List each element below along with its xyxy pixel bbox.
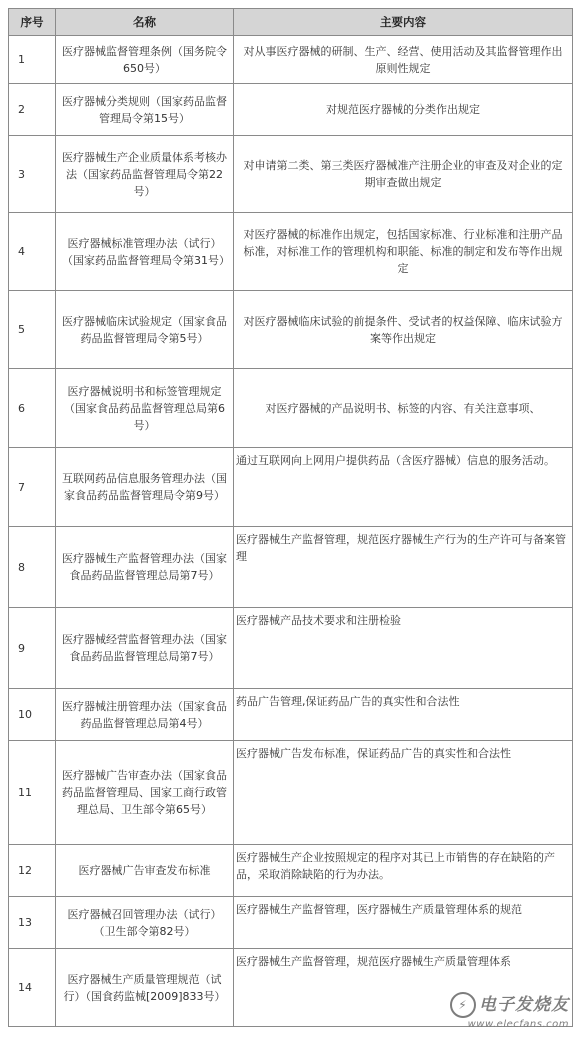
row-content: 医疗器械生产监督管理，规范医疗器械生产质量管理体系 — [234, 949, 573, 1027]
table-row — [9, 845, 573, 897]
header-content: 主要内容 — [234, 9, 573, 36]
row-content: 药品广告管理,保证药品广告的真实性和合法性 — [234, 689, 573, 741]
row-number: 4 — [9, 213, 56, 291]
row-number: 1 — [9, 36, 56, 84]
row-name: 医疗器械监督管理条例（国务院令650号） — [56, 36, 234, 84]
table-row — [9, 608, 573, 689]
row-content: 对医疗器械的产品说明书、标签的内容、有关注意事项、 — [234, 369, 573, 448]
watermark — [450, 990, 569, 1030]
row-number: 7 — [9, 448, 56, 527]
logo-circle-icon: ⚡ — [450, 992, 476, 1018]
row-name: 医疗器械生产监督管理办法（国家食品药品监督管理总局第7号） — [56, 527, 234, 608]
table-row — [9, 213, 573, 291]
row-name: 医疗器械标准管理办法（试行）（国家药品监督管理局令第31号） — [56, 213, 234, 291]
row-number: 9 — [9, 608, 56, 689]
row-content: 医疗器械产品技术要求和注册检验 — [234, 608, 573, 689]
table-row — [9, 136, 573, 213]
row-name: 医疗器械注册管理办法（国家食品药品监督管理总局第4号） — [56, 689, 234, 741]
row-name: 医疗器械广告审查办法（国家食品药品监督管理局、国家工商行政管理总局、卫生部令第65号） — [56, 741, 234, 845]
row-content: 医疗器械生产监督管理，规范医疗器械生产行为的生产许可与备案管理 — [234, 527, 573, 608]
row-number: 3 — [9, 136, 56, 213]
row-content: 对申请第二类、第三类医疗器械准产注册企业的审查及对企业的定期审查做出规定 — [234, 136, 573, 213]
row-number: 11 — [9, 741, 56, 845]
row-number: 2 — [9, 84, 56, 136]
row-name: 医疗器械召回管理办法（试行）（卫生部令第82号） — [56, 897, 234, 949]
watermark-logo — [450, 990, 569, 1018]
row-content: 对医疗器械临床试验的前提条件、受试者的权益保障、临床试验方案等作出规定 — [234, 291, 573, 369]
row-content: 对规范医疗器械的分类作出规定 — [234, 84, 573, 136]
table-row — [9, 36, 573, 84]
table-row — [9, 448, 573, 527]
watermark-url: www.elecfans.com — [467, 1019, 569, 1030]
table-row — [9, 741, 573, 845]
row-content: 医疗器械生产监督管理，医疗器械生产质量管理体系的规范 — [234, 897, 573, 949]
table-row — [9, 291, 573, 369]
row-number: 14 — [9, 949, 56, 1027]
watermark-logo-text: 电子发烧友 — [479, 995, 569, 1015]
row-name: 医疗器械生产企业质量体系考核办法（国家药品监督管理局令第22号） — [56, 136, 234, 213]
regulations-table — [8, 8, 573, 1027]
table-header-row — [9, 9, 573, 36]
row-number: 8 — [9, 527, 56, 608]
row-content: 通过互联网向上网用户提供药品（含医疗器械）信息的服务活动。 — [234, 448, 573, 527]
row-content: 对医疗器械的标准作出规定，包括国家标准、行业标准和注册产品标准，对标准工作的管理机构和职能、标准的制定和发布等作出规定 — [234, 213, 573, 291]
header-number: 序号 — [9, 9, 56, 36]
row-name: 互联网药品信息服务管理办法（国家食品药品监督管理局令第9号） — [56, 448, 234, 527]
row-name: 医疗器械生产质量管理规范（试行）（国食药监械[2009]833号） — [56, 949, 234, 1027]
table-row — [9, 897, 573, 949]
row-name: 医疗器械经营监督管理办法（国家食品药品监督管理总局第7号） — [56, 608, 234, 689]
header-name: 名称 — [56, 9, 234, 36]
row-number: 5 — [9, 291, 56, 369]
row-number: 13 — [9, 897, 56, 949]
row-number: 12 — [9, 845, 56, 897]
table-row — [9, 689, 573, 741]
table-row — [9, 84, 573, 136]
row-name: 医疗器械临床试验规定（国家食品药品监督管理局令第5号） — [56, 291, 234, 369]
row-content: 医疗器械广告发布标准，保证药品广告的真实性和合法性 — [234, 741, 573, 845]
table-row — [9, 527, 573, 608]
row-content: 医疗器械生产企业按照规定的程序对其已上市销售的存在缺陷的产品，采取消除缺陷的行为办法。 — [234, 845, 573, 897]
table-row — [9, 369, 573, 448]
row-name: 医疗器械广告审查发布标准 — [56, 845, 234, 897]
row-number: 10 — [9, 689, 56, 741]
row-number: 6 — [9, 369, 56, 448]
row-name: 医疗器械说明书和标签管理规定（国家食品药品监督管理总局第6号） — [56, 369, 234, 448]
row-name: 医疗器械分类规则（国家药品监督管理局令第15号） — [56, 84, 234, 136]
row-content: 对从事医疗器械的研制、生产、经营、使用活动及其监督管理作出原则性规定 — [234, 36, 573, 84]
